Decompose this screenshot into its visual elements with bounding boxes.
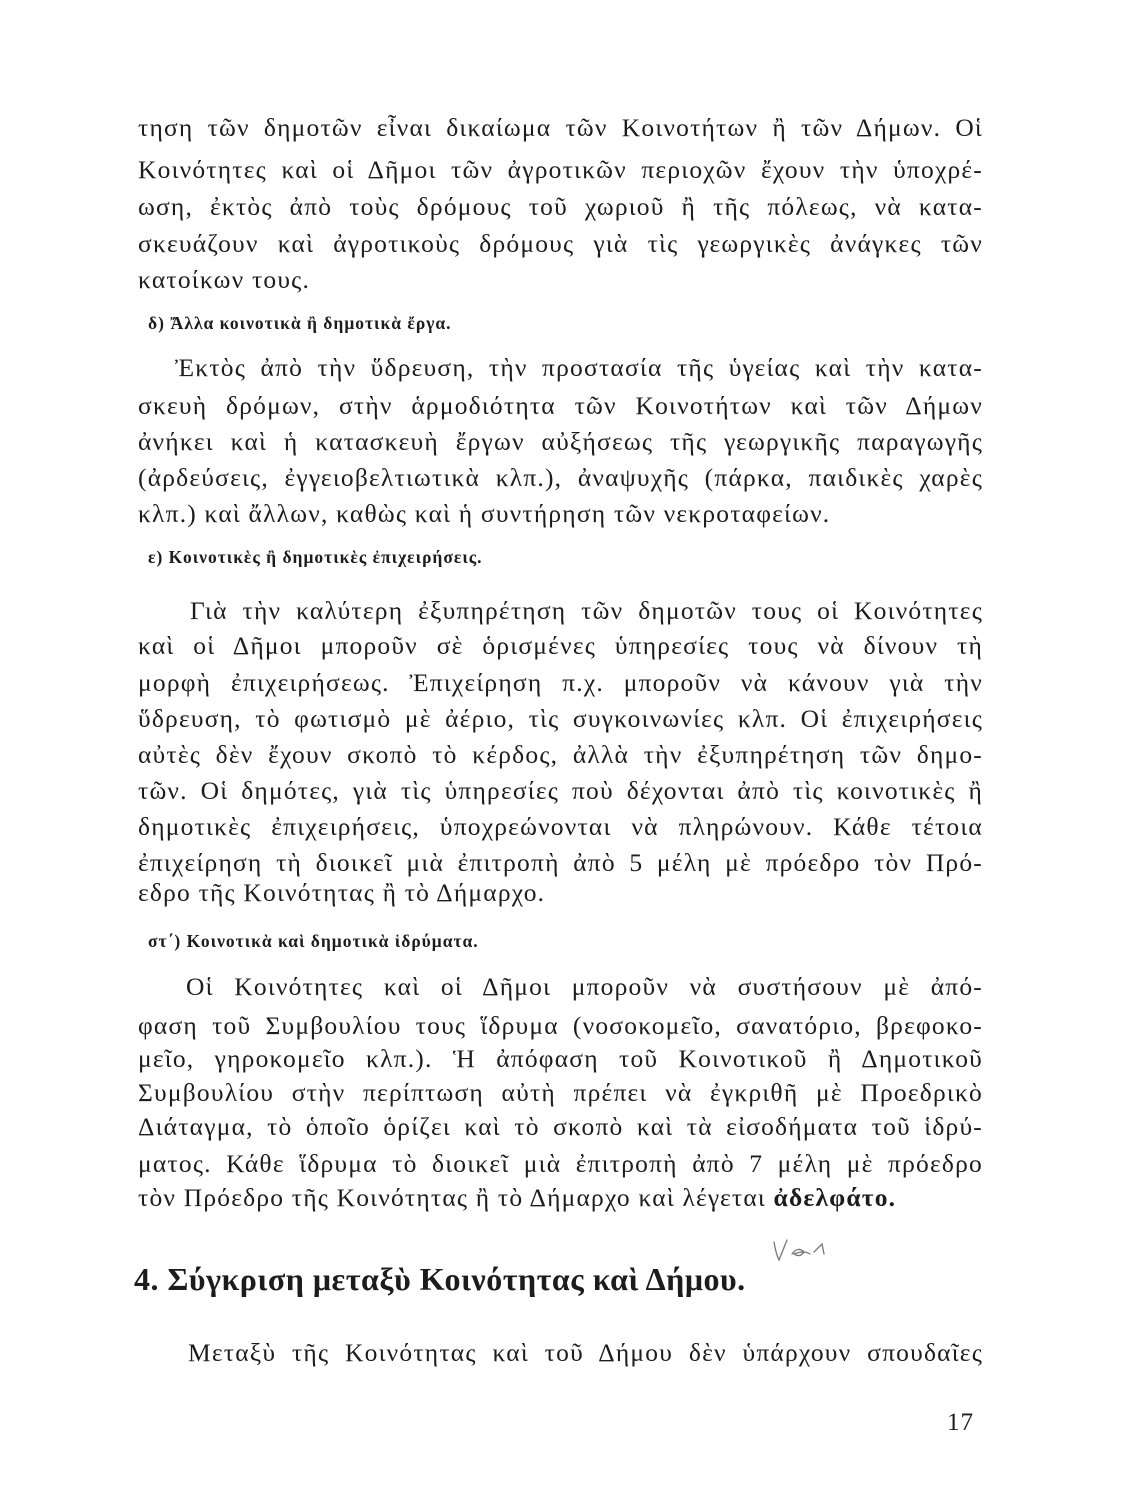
paragraph-2-line-2: σκευὴ δρόμων, στὴν ἁρμοδιότητα τῶν Κοινοτήτων καὶ τῶν Δήμων	[138, 391, 983, 420]
paragraph-1-line-1: τηση τῶν δημοτῶν εἶναι δικαίωμα τῶν Κοινοτήτων ἢ τῶν Δήμων. Οἱ	[138, 113, 983, 142]
paragraph-3-line-7: δημοτικὲς ἐπιχειρήσεις, ὑποχρεώνονται νὰ πληρώνουν. Κάθε τέτοια	[138, 812, 983, 841]
paragraph-4-line-4: Συμβουλίου στὴν περίπτωση αὐτὴ πρέπει νὰ ἐγκριθῆ μὲ Προεδρικὸ	[138, 1078, 983, 1107]
paragraph-4-line-7	[138, 1180, 983, 1216]
paragraph-3-line-3: μορφὴ ἐπιχειρήσεως. Ἐπιχείρηση π.χ. μποροῦν νὰ κάνουν γιὰ τὴν	[138, 668, 983, 697]
paragraph-4-line-1: Οἱ Κοινότητες καὶ οἱ Δῆμοι μποροῦν νὰ συστήσουν μὲ ἀπό-	[186, 972, 983, 1001]
subsection-heading-d: δ) Ἄλλα κοινοτικὰ ἢ δημοτικὰ ἔργα.	[148, 313, 452, 333]
paragraph-3-line-9: εδρο τῆς Κοινότητας ἢ τὸ Δήμαρχο.	[138, 878, 546, 907]
paragraph-1-line-4: σκευάζουν καὶ ἀγροτικοὺς δρόμους γιὰ τὶς γεωργικὲς ἀνάγκες τῶν	[138, 229, 983, 258]
handwritten-mark-icon	[770, 1232, 836, 1268]
paragraph-3-line-1: Γιὰ τὴν καλύτερη ἐξυπηρέτηση τῶν δημοτῶν τους οἱ Κοινότητες	[190, 596, 983, 625]
paragraph-2-line-3: ἀνήκει καὶ ἡ κατασκευὴ ἔργων αὐξήσεως τῆς γεωργικῆς παραγωγῆς	[138, 427, 983, 456]
term-adelfato: ἀδελφάτο.	[773, 1183, 897, 1212]
paragraph-2-line-5: κλπ.) καὶ ἄλλων, καθὼς καὶ ἡ συντήρηση τῶν νεκροταφείων.	[138, 499, 831, 528]
page-number: 17	[947, 1409, 974, 1436]
subsection-heading-e: ε) Κοινοτικὲς ἢ δημοτικὲς ἐπιχειρήσεις.	[148, 547, 483, 567]
paragraph-4-line-7-text: τὸν Πρόεδρο τῆς Κοινότητας ἢ τὸ Δήμαρχο καὶ λέγεται	[138, 1183, 766, 1212]
paragraph-4-line-2: φαση τοῦ Συμβουλίου τους ἵδρυμα (νοσοκομεῖο, σανατόριο, βρεφοκο-	[138, 1011, 983, 1040]
paragraph-2-line-1: Ἐκτὸς ἀπὸ τὴν ὕδρευση, τὴν προστασία τῆς ὑγείας καὶ τὴν κατα-	[175, 353, 983, 382]
paragraph-3-line-5: αὐτὲς δὲν ἔχουν σκοπὸ τὸ κέρδος, ἀλλὰ τὴν ἐξυπηρέτηση τῶν δημο-	[138, 740, 983, 769]
paragraph-4-line-6: ματος. Κάθε ἵδρυμα τὸ διοικεῖ μιὰ ἐπιτροπὴ ἀπὸ 7 μέλη μὲ πρόεδρο	[138, 1149, 983, 1178]
section-title: 4. Σύγκριση μεταξὺ Κοινότητας καὶ Δήμου.	[134, 1261, 746, 1297]
paragraph-3-line-2: καὶ οἱ Δῆμοι μποροῦν σὲ ὁρισμένες ὑπηρεσίες τους νὰ δίνουν τὴ	[138, 631, 983, 660]
paragraph-1-line-2: Κοινότητες καὶ οἱ Δῆμοι τῶν ἀγροτικῶν περιοχῶν ἔχουν τὴν ὑποχρέ-	[138, 155, 983, 184]
paragraph-4-line-5: Διάταγμα, τὸ ὁποῖο ὁρίζει καὶ τὸ σκοπὸ καὶ τὰ εἰσοδήματα τοῦ ἱδρύ-	[138, 1112, 983, 1141]
paragraph-1-line-5: κατοίκων τους.	[138, 265, 311, 294]
paragraph-1-line-3: ωση, ἐκτὸς ἀπὸ τοὺς δρόμους τοῦ χωριοῦ ἢ τῆς πόλεως, νὰ κατα-	[138, 192, 983, 221]
paragraph-3-line-8: ἐπιχείρηση τὴ διοικεῖ μιὰ ἐπιτροπὴ ἀπὸ 5 μέλη μὲ πρόεδρο τὸν Πρό-	[138, 848, 983, 877]
paragraph-3-line-6: τῶν. Οἱ δημότες, γιὰ τὶς ὑπηρεσίες ποὺ δέχονται ἀπὸ τὶς κοινοτικὲς ἢ	[138, 776, 983, 805]
subsection-heading-st: στ΄) Κοινοτικὰ καὶ δημοτικὰ ἱδρύματα.	[148, 931, 479, 951]
paragraph-4-line-3: μεῖο, γηροκομεῖο κλπ.). Ἡ ἀπόφαση τοῦ Κοινοτικοῦ ἢ Δημοτικοῦ	[138, 1044, 983, 1073]
paragraph-2-line-4: (ἀρδεύσεις, ἐγγειοβελτιωτικὰ κλπ.), ἀναψυχῆς (πάρκα, παιδικὲς χαρὲς	[138, 463, 983, 492]
paragraph-5-line-1: Μεταξὺ τῆς Κοινότητας καὶ τοῦ Δήμου δὲν ὑπάρχουν σπουδαῖες	[188, 1338, 983, 1367]
paragraph-3-line-4: ὕδρευση, τὸ φωτισμὸ μὲ ἀέριο, τὶς συγκοινωνίες κλπ. Οἱ ἐπιχειρήσεις	[138, 704, 983, 733]
